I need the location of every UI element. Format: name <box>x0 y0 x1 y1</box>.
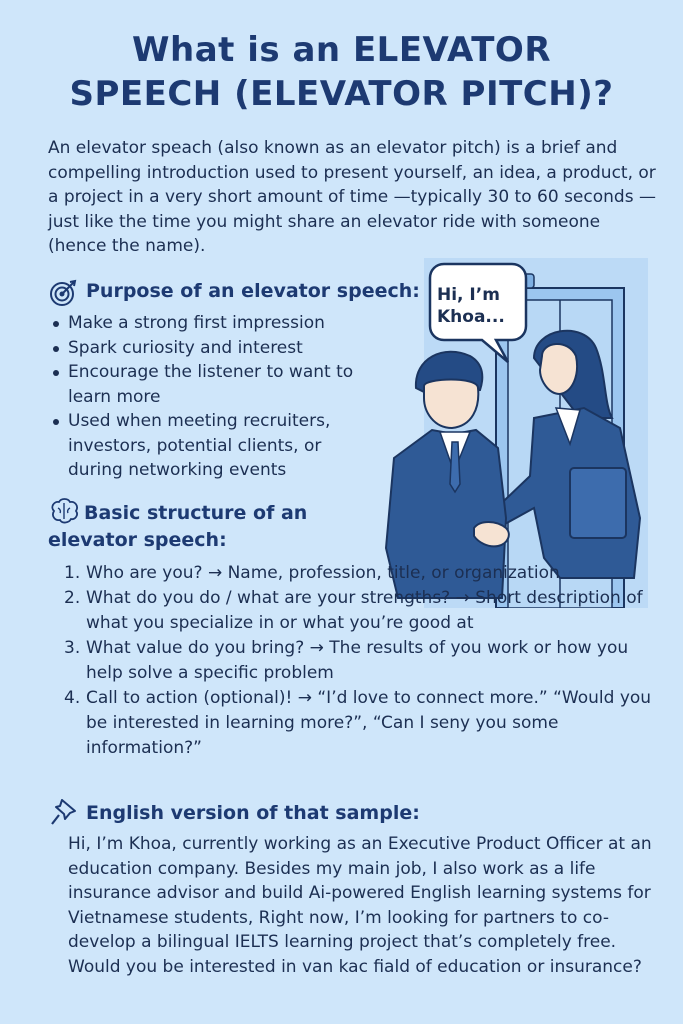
speech-bubble-text: Hi, I’m Khoa... <box>437 285 505 327</box>
structure-heading <box>84 500 307 526</box>
step-text: What value do you bring? → The results of you work or how you help solve a specific problem <box>86 638 629 683</box>
list-item <box>64 636 659 686</box>
step-number: 1. <box>64 563 81 583</box>
title-line-1: What is an ELEVATOR <box>131 30 552 70</box>
page-title <box>0 28 683 116</box>
pushpin-icon <box>50 797 78 827</box>
step-text: Call to action (optional)! → “I’d love to connect more.” “Would you be interested in learning more?”, “Can I seny you some information?” <box>86 688 652 758</box>
sample-paragraph: Hi, I’m Khoa, currently working as an Executive Product Officer at an education company. Besides my main job, I also work as a life insurance advisor and build Ai-powered English learning systems for Vietnamese students, Right now, I’m looking for partners to co-develop a bilingual IELTS learning project that’s completely free. Would you be interested in van kac fiald of education or insurance? <box>68 834 652 977</box>
structure-heading-line-1: Basic structure of an <box>84 502 308 524</box>
sample-heading: English version of that sample: <box>86 802 420 824</box>
list-item: Spark curiosity and interest <box>50 336 380 361</box>
step-number: 4. <box>64 688 81 708</box>
list-item <box>64 586 659 636</box>
list-item <box>64 561 659 586</box>
intro-paragraph: An elevator speach (also known as an elevator pitch) is a brief and compelling introduction used to present yourself, an idea, a product, or a project in a very short amount of time —typically 30 to 60 seconds —just like the time you might share an elevator ride with someone (hence the name). <box>48 138 656 256</box>
list-item: Used when meeting recruiters, investors, potential clients, or during networking events <box>50 409 380 483</box>
structure-list <box>64 561 659 761</box>
title-line-2: SPEECH (ELEVATOR PITCH)? <box>69 74 614 114</box>
target-icon <box>48 278 78 308</box>
structure-heading-line-2: elevator speech: <box>48 529 227 551</box>
list-item <box>64 686 659 761</box>
step-number: 2. <box>64 588 81 608</box>
list-item: Make a strong first impression <box>50 311 380 336</box>
purpose-list <box>50 311 380 483</box>
step-text: Who are you? → Name, profession, title, or organization <box>86 563 560 583</box>
step-number: 3. <box>64 638 81 658</box>
brain-icon <box>48 497 80 527</box>
step-text: What do you do / what are your strengths? → Short description of what you specialize in or what you’re good at <box>86 588 643 633</box>
list-item: Encourage the listener to want to learn more <box>50 360 380 409</box>
purpose-heading: Purpose of an elevator speech: <box>86 280 420 302</box>
